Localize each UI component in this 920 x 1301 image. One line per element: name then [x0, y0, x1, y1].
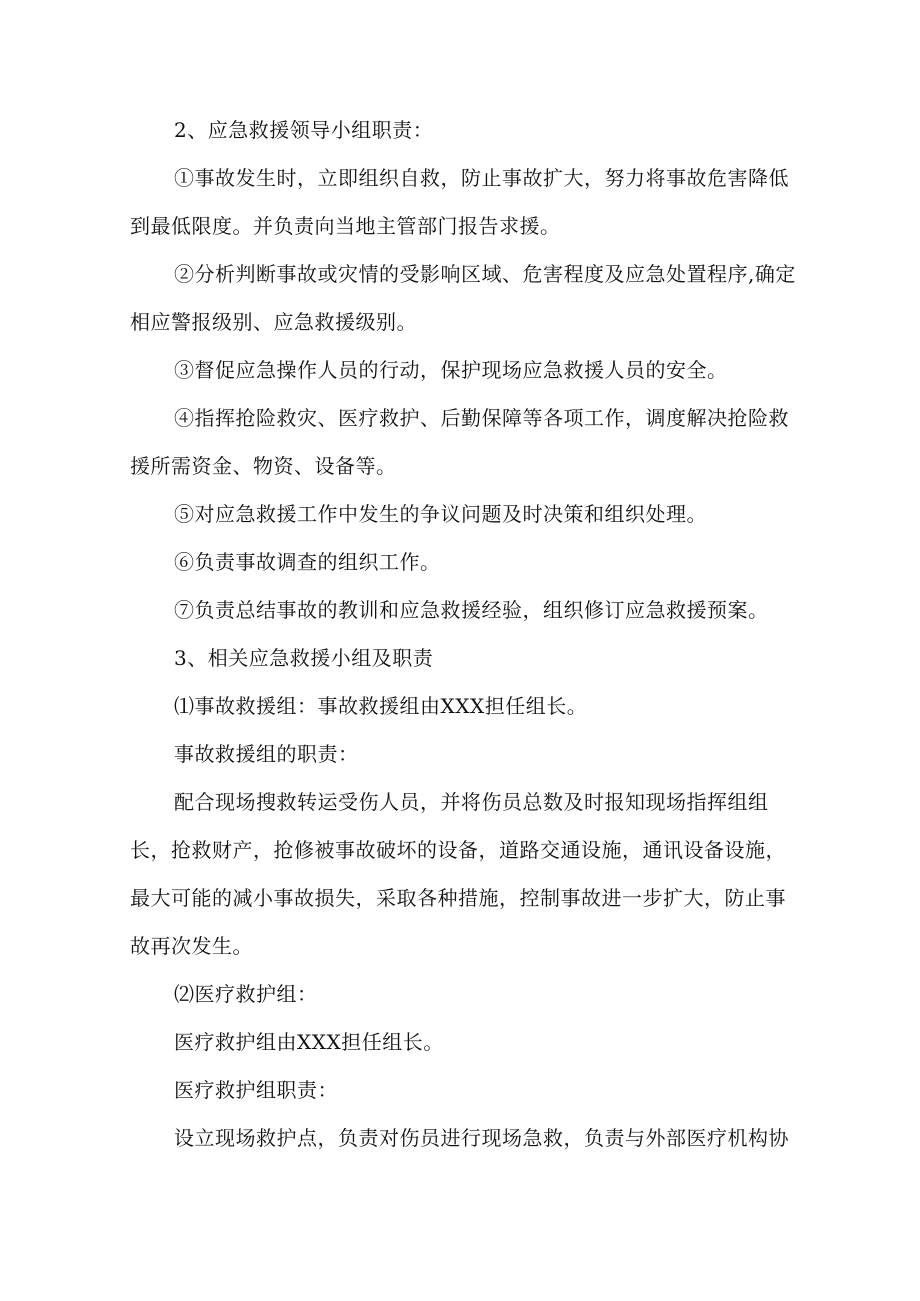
rescue-group-intro: ⑴事故救援组：事故救援组由XXX担任组长。	[174, 694, 588, 718]
duty-item-7: ⑦负责总结事故的教训和应急救援经验，组织修订应急救援预案。	[174, 598, 769, 622]
rescue-group-duties-text: 配合现场搜救转运受伤人员，并将伤员总数及时报知现场指挥组组长，抢救财产，抢修被事故破坏的设备，道路交通设施，通讯设备设施，最大可能的减小事故损失，采取各种措施，控制事故进一步扩大，防止事故再次发生。	[130, 790, 786, 958]
section-heading-rescue-groups: 3、相关应急救援小组及职责	[174, 646, 434, 670]
duty-item-6: ⑥负责事故调查的组织工作。	[174, 550, 441, 574]
medical-group-intro: 医疗救护组由XXX担任组长。	[174, 1030, 444, 1054]
medical-group-duties-text: 设立现场救护点，负责对伤员进行现场急救，负责与外部医疗机构协	[174, 1126, 789, 1150]
medical-group-duties-label: 医疗救护组职责：	[174, 1078, 338, 1102]
duty-item-1: ①事故发生时，立即组织自救，防止事故扩大，努力将事故危害降低到最低限度。并负责向当地主管部门报告求援。	[130, 166, 789, 238]
duty-item-3: ③督促应急操作人员的行动，保护现场应急救援人员的安全。	[174, 358, 728, 382]
duty-item-4: ④指挥抢险救灾、医疗救护、后勤保障等各项工作，调度解决抢险救援所需资金、物资、设备等。	[130, 406, 789, 478]
rescue-group-duties-label: 事故救援组的职责：	[174, 742, 359, 766]
section-heading-leadership-duties: 2、应急救援领导小组职责：	[174, 118, 434, 142]
duty-item-5: ⑤对应急救援工作中发生的争议问题及时决策和组织处理。	[174, 502, 707, 526]
medical-group-heading: ⑵医疗救护组：	[174, 982, 318, 1006]
duty-item-2: ②分析判断事故或灾情的受影响区域、危害程度及应急处置程序,确定相应警报级别、应急救援级别。	[130, 262, 796, 334]
